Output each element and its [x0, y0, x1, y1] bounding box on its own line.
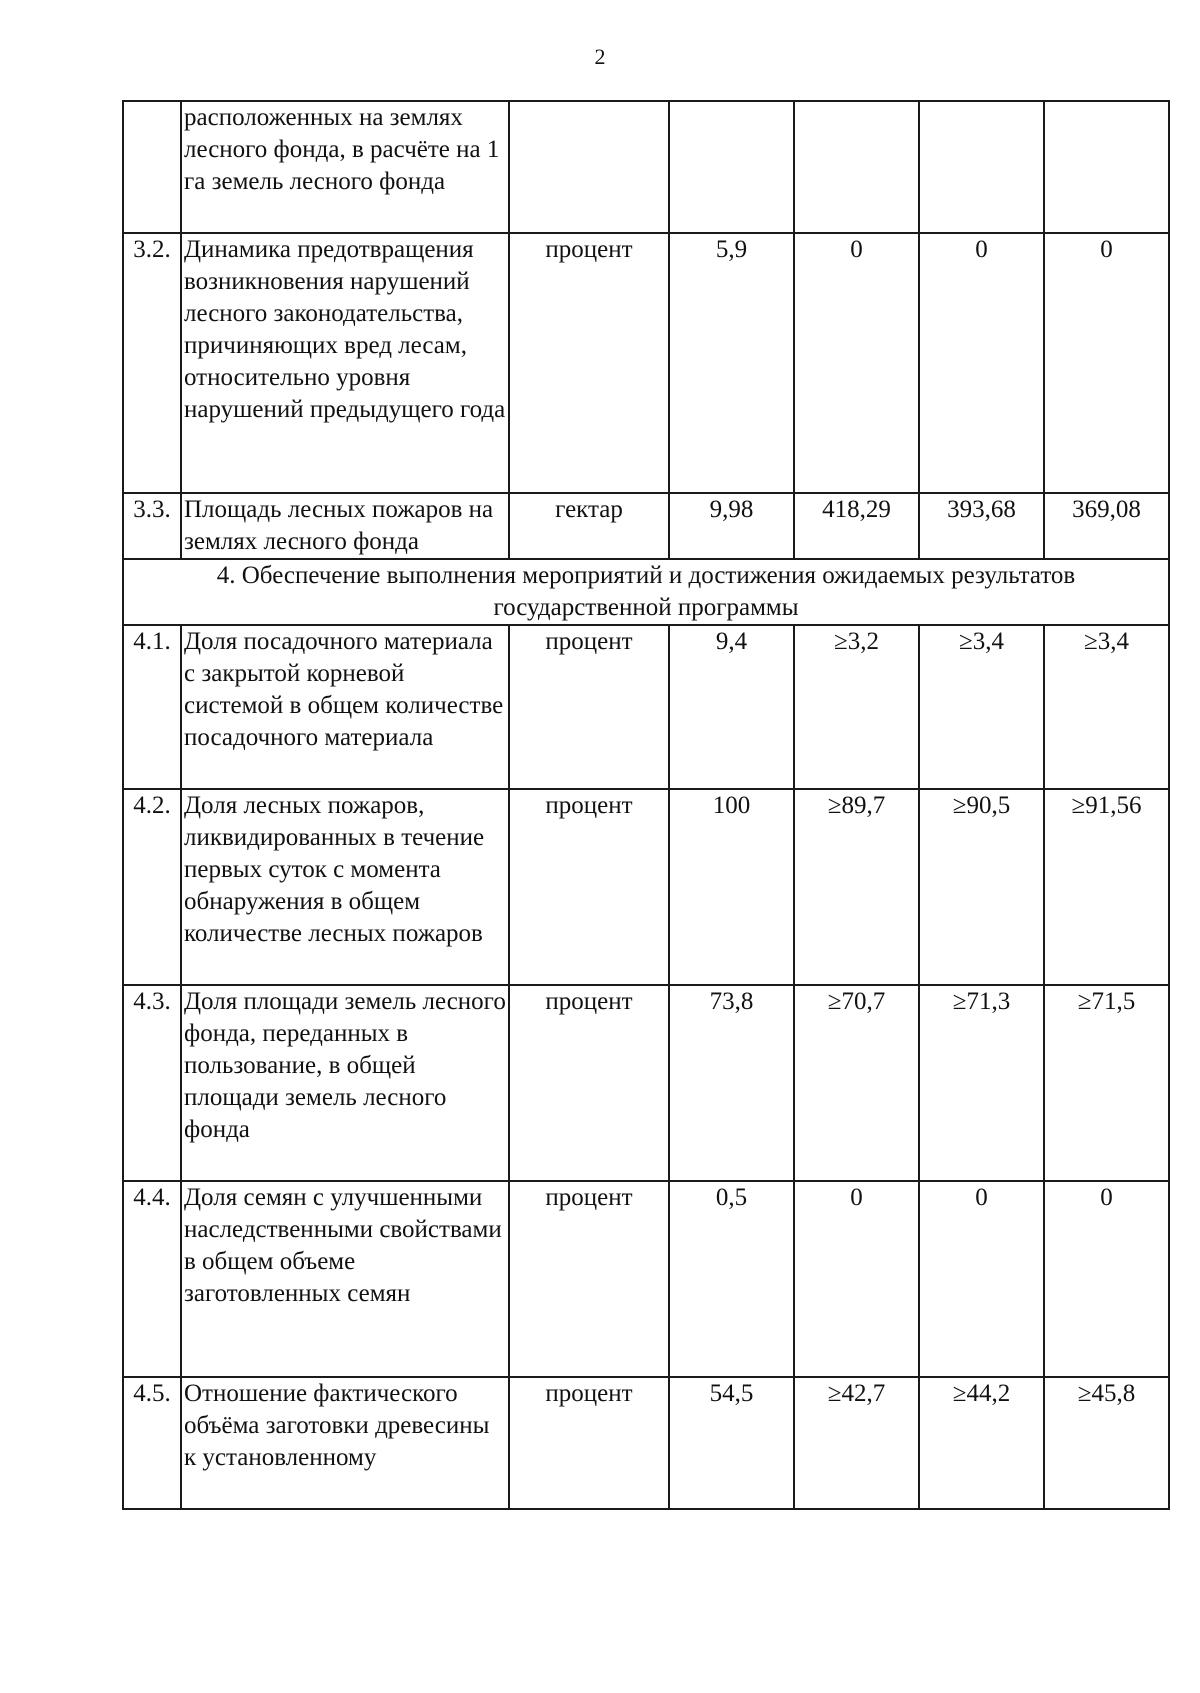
indicators-table — [122, 100, 1170, 1510]
value-cell-4: 369,08 — [1044, 493, 1169, 559]
table-row — [123, 625, 1169, 789]
row-number: 4.1. — [123, 625, 181, 789]
table-row — [123, 1181, 1169, 1377]
value-cell-1: 0,5 — [669, 1181, 794, 1377]
indicator-name: Доля семян с улучшенными наследственными свойствами в общем объеме заготовленных семян — [181, 1181, 509, 1377]
value-cell-3: ≥90,5 — [919, 789, 1044, 985]
value-cell-4: ≥3,4 — [1044, 625, 1169, 789]
value-cell-1: 9,4 — [669, 625, 794, 789]
table-row — [123, 101, 1169, 233]
value-cell-4: ≥71,5 — [1044, 985, 1169, 1181]
page-number: 2 — [594, 44, 606, 69]
table-row — [123, 789, 1169, 985]
value-cell-4 — [1044, 101, 1169, 233]
indicator-name: Доля площади земель лесного фонда, переданных в пользование, в общей площади земель лесного фонда — [181, 985, 509, 1181]
row-number: 3.3. — [123, 493, 181, 559]
table-row — [123, 233, 1169, 493]
section-row — [123, 559, 1169, 625]
value-cell-3: 0 — [919, 1181, 1044, 1377]
unit-cell: гектар — [509, 493, 669, 559]
row-number: 4.5. — [123, 1377, 181, 1509]
value-cell-2: ≥70,7 — [794, 985, 919, 1181]
value-cell-4: ≥45,8 — [1044, 1377, 1169, 1509]
value-cell-4: 0 — [1044, 233, 1169, 493]
table-row — [123, 985, 1169, 1181]
indicator-name: Отношение фактического объёма заготовки древесины к установленному — [181, 1377, 509, 1509]
section-title: 4. Обеспечение выполнения мероприятий и достижения ожидаемых результатов государственной программы — [123, 559, 1169, 625]
table-row — [123, 493, 1169, 559]
value-cell-2: ≥89,7 — [794, 789, 919, 985]
table-row — [123, 1377, 1169, 1509]
unit-cell: процент — [509, 789, 669, 985]
value-cell-2: ≥3,2 — [794, 625, 919, 789]
indicator-name: Динамика предотвращения возникновения нарушений лесного законодательства, причиняющих вред лесам, относительно уровня нарушений предыдущего года — [181, 233, 509, 493]
indicator-name: Площадь лесных пожаров на землях лесного фонда — [181, 493, 509, 559]
value-cell-1: 100 — [669, 789, 794, 985]
value-cell-2: 0 — [794, 233, 919, 493]
value-cell-3: 0 — [919, 233, 1044, 493]
value-cell-3: ≥3,4 — [919, 625, 1044, 789]
value-cell-3: ≥71,3 — [919, 985, 1044, 1181]
unit-cell: процент — [509, 233, 669, 493]
unit-cell: процент — [509, 625, 669, 789]
value-cell-4: 0 — [1044, 1181, 1169, 1377]
value-cell-3: 393,68 — [919, 493, 1044, 559]
indicator-name: Доля лесных пожаров, ликвидированных в течение первых суток с момента обнаружения в общем количестве лесных пожаров — [181, 789, 509, 985]
value-cell-1: 5,9 — [669, 233, 794, 493]
unit-cell: процент — [509, 1181, 669, 1377]
indicator-name: расположенных на землях лесного фонда, в расчёте на 1 га земель лесного фонда — [181, 101, 509, 233]
value-cell-1: 9,98 — [669, 493, 794, 559]
value-cell-3 — [919, 101, 1044, 233]
value-cell-2: 418,29 — [794, 493, 919, 559]
row-number — [123, 101, 181, 233]
row-number: 4.4. — [123, 1181, 181, 1377]
value-cell-1: 54,5 — [669, 1377, 794, 1509]
value-cell-2: ≥42,7 — [794, 1377, 919, 1509]
row-number: 4.2. — [123, 789, 181, 985]
unit-cell: процент — [509, 985, 669, 1181]
value-cell-4: ≥91,56 — [1044, 789, 1169, 985]
indicator-name: Доля посадочного материала с закрытой корневой системой в общем количестве посадочного материала — [181, 625, 509, 789]
unit-cell: процент — [509, 1377, 669, 1509]
unit-cell — [509, 101, 669, 233]
row-number: 3.2. — [123, 233, 181, 493]
value-cell-2 — [794, 101, 919, 233]
value-cell-3: ≥44,2 — [919, 1377, 1044, 1509]
value-cell-1: 73,8 — [669, 985, 794, 1181]
value-cell-2: 0 — [794, 1181, 919, 1377]
value-cell-1 — [669, 101, 794, 233]
row-number: 4.3. — [123, 985, 181, 1181]
